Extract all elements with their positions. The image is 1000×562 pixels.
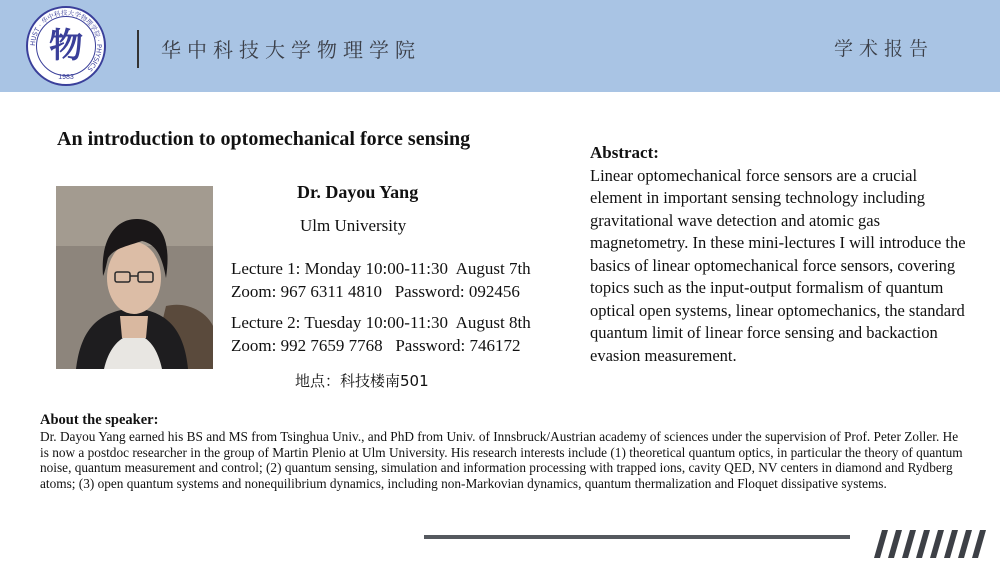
speaker-affiliation: Ulm University [300,216,407,235]
speaker-portrait [56,186,213,369]
abstract-body: Linear optomechanical force sensors are a crucial element in important sensing technology including gravitational wave detection and atomic gas magnetometry. In these mini-lectures I will introduce the basics of linear optomechanical force sensors, covering topics such as the input-output formalism of quantum optical open systems, linear optomechanics, the standard quantum limit of linear force sensing and backaction evasion measurement. [590,165,966,365]
lecture-1-zoom: Zoom: 967 6311 4810 Password: 092456 [231,282,520,301]
school-logo [26,6,106,86]
svg-text:HUST · 华中科技大学物理学院 · PHYSICS: HUST · 华中科技大学物理学院 · PHYSICS [28,8,104,73]
footer-stripes [866,530,990,558]
about-heading: About the speaker: [40,412,159,428]
talk-title: An introduction to optomechanical force sensing [57,128,471,150]
talk-location: 地点：科技楼南501 [295,372,429,390]
speaker-name: Dr. Dayou Yang [297,182,419,202]
abstract-heading: Abstract: [590,143,659,162]
about-speaker-section [40,413,965,492]
lecture-1-schedule: Lecture 1: Monday 10:00-11:30 August 7th [231,259,531,278]
abstract-section [590,142,970,367]
lecture-2-schedule: Lecture 2: Tuesday 10:00-11:30 August 8th [231,313,531,332]
about-body: Dr. Dayou Yang earned his BS and MS from Tsinghua Univ., and PhD from Univ. of Innsbruck/Austrian academy of sciences under the supervision of Prof. Peter Zoller. He is now a postdoc researcher in the group of Martin Plenio at Ulm University. His research interests include (1) theoretical quantum optics, in particular the theory of quantum noise, quantum measurement and control; (2) quantum sensing, simulation and information processing with trapped ions, cavity QED, NV centers in diamond and Rydberg atoms; (3) open quantum systems and nonequilibrium dynamics, including non-Markovian dynamics, quantum thermalization and Floquet dissipative systems. [40,428,963,492]
footer-rule [424,535,850,539]
header-banner [0,0,1000,92]
lecture-2-zoom: Zoom: 992 7659 7768 Password: 746172 [231,336,521,355]
logo-glyph: 物 [49,26,83,66]
announcement-category: 学术报告 [833,38,934,60]
logo-emblem [36,16,96,76]
speaker-photo [56,186,213,369]
header-divider [137,30,139,68]
school-name: 华中科技大学物理学院 [161,38,421,62]
logo-year: 1983 [58,74,74,81]
